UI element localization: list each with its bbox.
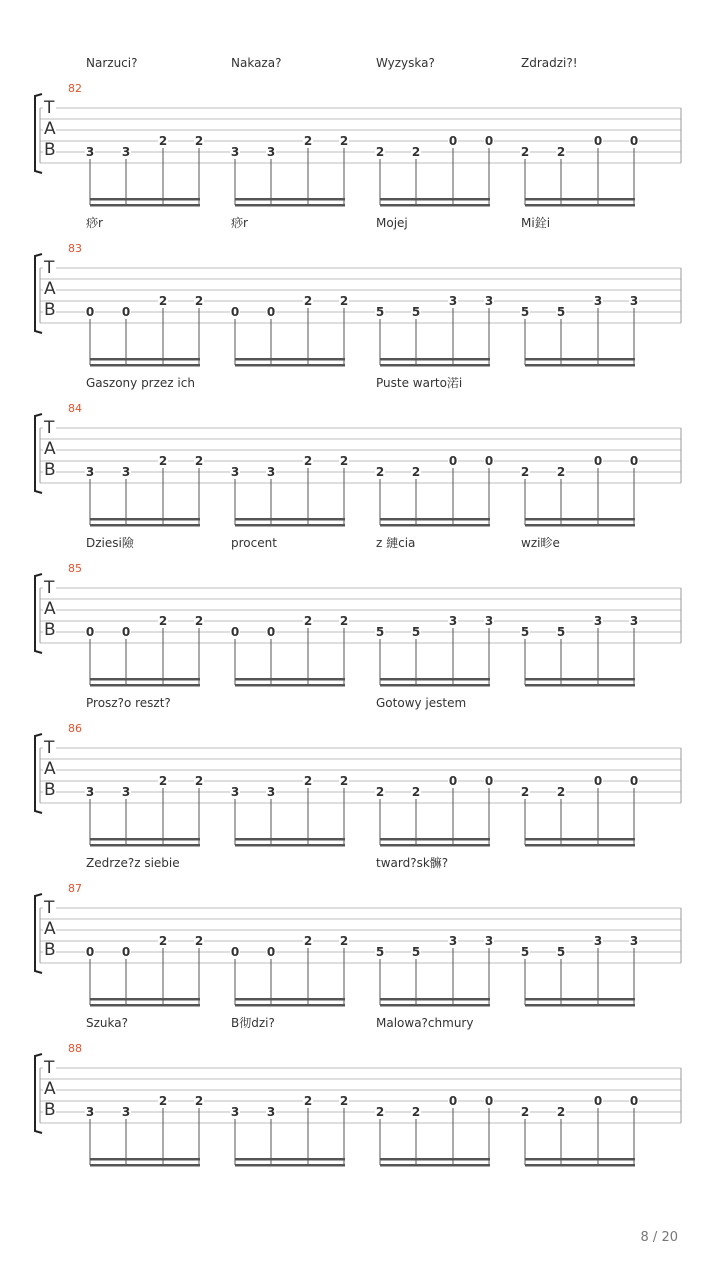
fret-number: 2 — [194, 454, 204, 468]
lyric-text: tward?sk髍? — [376, 856, 449, 870]
fret-number: 0 — [484, 454, 494, 468]
lyric-text: Zdradzi?! — [521, 56, 578, 70]
note-beam — [525, 844, 635, 847]
lyric-text: 痧r — [86, 216, 103, 230]
tab-staff — [0, 892, 720, 1016]
note-beam — [380, 364, 490, 367]
system-bracket — [35, 574, 42, 653]
lyric-text: Prosz?o reszt? — [86, 696, 171, 710]
fret-number: 2 — [194, 134, 204, 148]
note-beam — [235, 364, 345, 367]
fret-number: 3 — [266, 465, 276, 479]
tab-clef-letter: T — [44, 1058, 55, 1078]
note-beam — [235, 678, 345, 681]
fret-number: 0 — [484, 134, 494, 148]
lyric-text: Szuka? — [86, 1016, 128, 1030]
fret-number: 2 — [303, 934, 313, 948]
tab-staff — [0, 1052, 720, 1176]
note-beam — [235, 198, 345, 201]
fret-number: 3 — [266, 1105, 276, 1119]
note-beam — [90, 844, 200, 847]
fret-number: 5 — [375, 945, 385, 959]
note-beam — [90, 684, 200, 687]
fret-number: 0 — [85, 305, 95, 319]
page-number: 8 / 20 — [640, 1230, 678, 1245]
note-beam — [90, 518, 200, 521]
fret-number: 2 — [158, 934, 168, 948]
fret-number: 2 — [556, 145, 566, 159]
fret-number: 0 — [629, 774, 639, 788]
tab-clef-letter: A — [44, 279, 56, 299]
tab-staff — [0, 732, 720, 856]
note-beam — [90, 1158, 200, 1161]
tab-clef-letter: A — [44, 599, 56, 619]
lyric-text: Nakaza? — [231, 56, 282, 70]
fret-number: 2 — [556, 1105, 566, 1119]
fret-number: 2 — [339, 774, 349, 788]
fret-number: 2 — [303, 1094, 313, 1108]
note-beam — [525, 1158, 635, 1161]
fret-number: 3 — [593, 614, 603, 628]
note-beam — [525, 198, 635, 201]
note-beam — [235, 1158, 345, 1161]
fret-number: 2 — [158, 134, 168, 148]
fret-number: 0 — [448, 134, 458, 148]
note-beam — [380, 518, 490, 521]
lyric-text: procent — [231, 536, 277, 550]
fret-number: 3 — [266, 145, 276, 159]
fret-number: 2 — [194, 934, 204, 948]
fret-number: 2 — [303, 454, 313, 468]
fret-number: 2 — [556, 785, 566, 799]
fret-number: 3 — [121, 1105, 131, 1119]
fret-number: 0 — [448, 454, 458, 468]
fret-number: 2 — [158, 774, 168, 788]
lyric-text: wzi畛e — [521, 536, 560, 550]
fret-number: 0 — [85, 945, 95, 959]
note-beam — [525, 524, 635, 527]
note-beam — [90, 838, 200, 841]
fret-number: 0 — [448, 1094, 458, 1108]
fret-number: 2 — [158, 1094, 168, 1108]
fret-number: 5 — [411, 625, 421, 639]
note-beam — [380, 358, 490, 361]
fret-number: 2 — [194, 774, 204, 788]
tab-staff — [0, 92, 720, 216]
note-beam — [380, 1164, 490, 1167]
note-beam — [90, 198, 200, 201]
note-beam — [525, 684, 635, 687]
fret-number: 3 — [484, 294, 494, 308]
fret-number: 3 — [448, 614, 458, 628]
measure-number: 87 — [68, 882, 82, 895]
fret-number: 2 — [158, 454, 168, 468]
fret-number: 3 — [85, 465, 95, 479]
note-beam — [235, 518, 345, 521]
lyric-text: Puste warto渃i — [376, 376, 463, 390]
fret-number: 2 — [339, 1094, 349, 1108]
measure-number: 84 — [68, 402, 82, 415]
lyric-text: 痧r — [231, 216, 248, 230]
tab-system — [0, 536, 720, 696]
note-beam — [235, 844, 345, 847]
fret-number: 2 — [303, 774, 313, 788]
fret-number: 3 — [121, 785, 131, 799]
note-beam — [235, 204, 345, 207]
fret-number: 0 — [484, 774, 494, 788]
fret-number: 5 — [520, 625, 530, 639]
lyric-text: z 縺cia — [376, 536, 416, 550]
note-beam — [380, 838, 490, 841]
fret-number: 5 — [556, 625, 566, 639]
tab-clef-letter: B — [44, 620, 56, 640]
fret-number: 0 — [266, 625, 276, 639]
fret-number: 2 — [194, 1094, 204, 1108]
lyric-text: Zedrze?z siebie — [86, 856, 180, 870]
note-beam — [90, 1164, 200, 1167]
fret-number: 2 — [411, 145, 421, 159]
fret-number: 0 — [593, 454, 603, 468]
fret-number: 2 — [339, 614, 349, 628]
note-beam — [90, 364, 200, 367]
fret-number: 2 — [556, 465, 566, 479]
fret-number: 5 — [556, 945, 566, 959]
note-beam — [380, 844, 490, 847]
note-beam — [525, 678, 635, 681]
fret-number: 3 — [484, 614, 494, 628]
fret-number: 3 — [230, 465, 240, 479]
fret-number: 0 — [593, 774, 603, 788]
fret-number: 0 — [593, 1094, 603, 1108]
tab-system — [0, 696, 720, 856]
tab-clef-letter: B — [44, 460, 56, 480]
lyric-text: Gotowy jestem — [376, 696, 467, 710]
note-beam — [235, 524, 345, 527]
fret-number: 2 — [520, 465, 530, 479]
tab-clef-letter: B — [44, 940, 56, 960]
fret-number: 3 — [85, 785, 95, 799]
tab-clef-letter: T — [44, 738, 55, 758]
tab-clef-letter: A — [44, 119, 56, 139]
fret-number: 3 — [230, 1105, 240, 1119]
fret-number: 5 — [520, 945, 530, 959]
fret-number: 3 — [121, 145, 131, 159]
fret-number: 5 — [375, 305, 385, 319]
fret-number: 5 — [411, 305, 421, 319]
fret-number: 3 — [629, 294, 639, 308]
fret-number: 3 — [484, 934, 494, 948]
fret-number: 0 — [629, 1094, 639, 1108]
fret-number: 3 — [593, 934, 603, 948]
fret-number: 2 — [339, 454, 349, 468]
tab-staff — [0, 572, 720, 696]
note-beam — [525, 998, 635, 1001]
note-beam — [380, 1158, 490, 1161]
fret-number: 0 — [266, 305, 276, 319]
fret-number: 0 — [629, 454, 639, 468]
fret-number: 2 — [339, 134, 349, 148]
system-bracket — [35, 1054, 42, 1133]
tab-staff — [0, 412, 720, 536]
note-beam — [90, 204, 200, 207]
note-beam — [380, 204, 490, 207]
note-beam — [235, 684, 345, 687]
fret-number: 2 — [520, 785, 530, 799]
note-beam — [90, 524, 200, 527]
tab-clef-letter: B — [44, 1100, 56, 1120]
fret-number: 5 — [556, 305, 566, 319]
lyric-text: Mi銓i — [521, 216, 551, 230]
system-bracket — [35, 894, 42, 973]
tab-clef-letter: A — [44, 759, 56, 779]
note-beam — [380, 684, 490, 687]
note-beam — [90, 1004, 200, 1007]
lyric-text: Gaszony przez ich — [86, 376, 195, 390]
fret-number: 5 — [411, 945, 421, 959]
tab-clef-letter: T — [44, 418, 55, 438]
tab-clef-letter: T — [44, 898, 55, 918]
fret-number: 2 — [303, 614, 313, 628]
fret-number: 0 — [85, 625, 95, 639]
note-beam — [235, 1004, 345, 1007]
note-beam — [235, 998, 345, 1001]
measure-number: 82 — [68, 82, 82, 95]
tab-staff — [0, 252, 720, 376]
measure-number: 86 — [68, 722, 82, 735]
note-beam — [525, 838, 635, 841]
fret-number: 2 — [411, 785, 421, 799]
measure-number: 83 — [68, 242, 82, 255]
system-bracket — [35, 94, 42, 173]
note-beam — [525, 364, 635, 367]
note-beam — [380, 198, 490, 201]
tab-clef-letter: T — [44, 258, 55, 278]
fret-number: 0 — [484, 1094, 494, 1108]
note-beam — [525, 1004, 635, 1007]
fret-number: 3 — [448, 294, 458, 308]
lyric-text: Dziesi險 — [86, 536, 134, 550]
note-beam — [235, 1164, 345, 1167]
measure-number: 88 — [68, 1042, 82, 1055]
tab-system — [0, 1016, 720, 1176]
note-beam — [235, 838, 345, 841]
fret-number: 0 — [121, 625, 131, 639]
tab-clef-letter: A — [44, 1079, 56, 1099]
fret-number: 2 — [520, 145, 530, 159]
tab-system — [0, 856, 720, 1016]
note-beam — [380, 524, 490, 527]
note-beam — [525, 204, 635, 207]
fret-number: 2 — [411, 1105, 421, 1119]
fret-number: 0 — [593, 134, 603, 148]
lyric-text: Mojej — [376, 216, 408, 230]
fret-number: 0 — [121, 305, 131, 319]
fret-number: 0 — [266, 945, 276, 959]
note-beam — [525, 518, 635, 521]
fret-number: 5 — [375, 625, 385, 639]
fret-number: 3 — [121, 465, 131, 479]
fret-number: 2 — [194, 614, 204, 628]
fret-number: 3 — [593, 294, 603, 308]
tab-clef-letter: A — [44, 919, 56, 939]
fret-number: 3 — [230, 785, 240, 799]
fret-number: 3 — [266, 785, 276, 799]
system-bracket — [35, 414, 42, 493]
measure-number: 85 — [68, 562, 82, 575]
fret-number: 0 — [230, 305, 240, 319]
fret-number: 0 — [629, 134, 639, 148]
fret-number: 2 — [339, 934, 349, 948]
tab-system — [0, 376, 720, 536]
note-beam — [380, 678, 490, 681]
fret-number: 2 — [375, 145, 385, 159]
note-beam — [380, 998, 490, 1001]
fret-number: 2 — [158, 294, 168, 308]
fret-number: 2 — [303, 134, 313, 148]
tab-system — [0, 216, 720, 376]
fret-number: 3 — [629, 934, 639, 948]
tab-clef-letter: T — [44, 98, 55, 118]
fret-number: 3 — [85, 145, 95, 159]
note-beam — [525, 358, 635, 361]
note-beam — [525, 1164, 635, 1167]
fret-number: 2 — [411, 465, 421, 479]
system-bracket — [35, 734, 42, 813]
fret-number: 3 — [448, 934, 458, 948]
fret-number: 3 — [85, 1105, 95, 1119]
fret-number: 2 — [375, 785, 385, 799]
fret-number: 2 — [303, 294, 313, 308]
lyric-text: Narzuci? — [86, 56, 138, 70]
fret-number: 2 — [520, 1105, 530, 1119]
fret-number: 2 — [158, 614, 168, 628]
tab-system — [0, 56, 720, 216]
note-beam — [90, 678, 200, 681]
fret-number: 2 — [375, 1105, 385, 1119]
fret-number: 0 — [230, 945, 240, 959]
fret-number: 5 — [520, 305, 530, 319]
system-bracket — [35, 254, 42, 333]
lyric-text: B彻dzi? — [231, 1016, 275, 1030]
fret-number: 3 — [629, 614, 639, 628]
note-beam — [90, 358, 200, 361]
fret-number: 0 — [121, 945, 131, 959]
tab-clef-letter: T — [44, 578, 55, 598]
tab-clef-letter: A — [44, 439, 56, 459]
lyric-text: Wyzyska? — [376, 56, 435, 70]
fret-number: 3 — [230, 145, 240, 159]
fret-number: 2 — [375, 465, 385, 479]
note-beam — [90, 998, 200, 1001]
fret-number: 2 — [339, 294, 349, 308]
note-beam — [380, 1004, 490, 1007]
tab-clef-letter: B — [44, 780, 56, 800]
tab-clef-letter: B — [44, 140, 56, 160]
fret-number: 2 — [194, 294, 204, 308]
note-beam — [235, 358, 345, 361]
fret-number: 0 — [448, 774, 458, 788]
fret-number: 0 — [230, 625, 240, 639]
lyric-text: Malowa?chmury — [376, 1016, 474, 1030]
tab-clef-letter: B — [44, 300, 56, 320]
